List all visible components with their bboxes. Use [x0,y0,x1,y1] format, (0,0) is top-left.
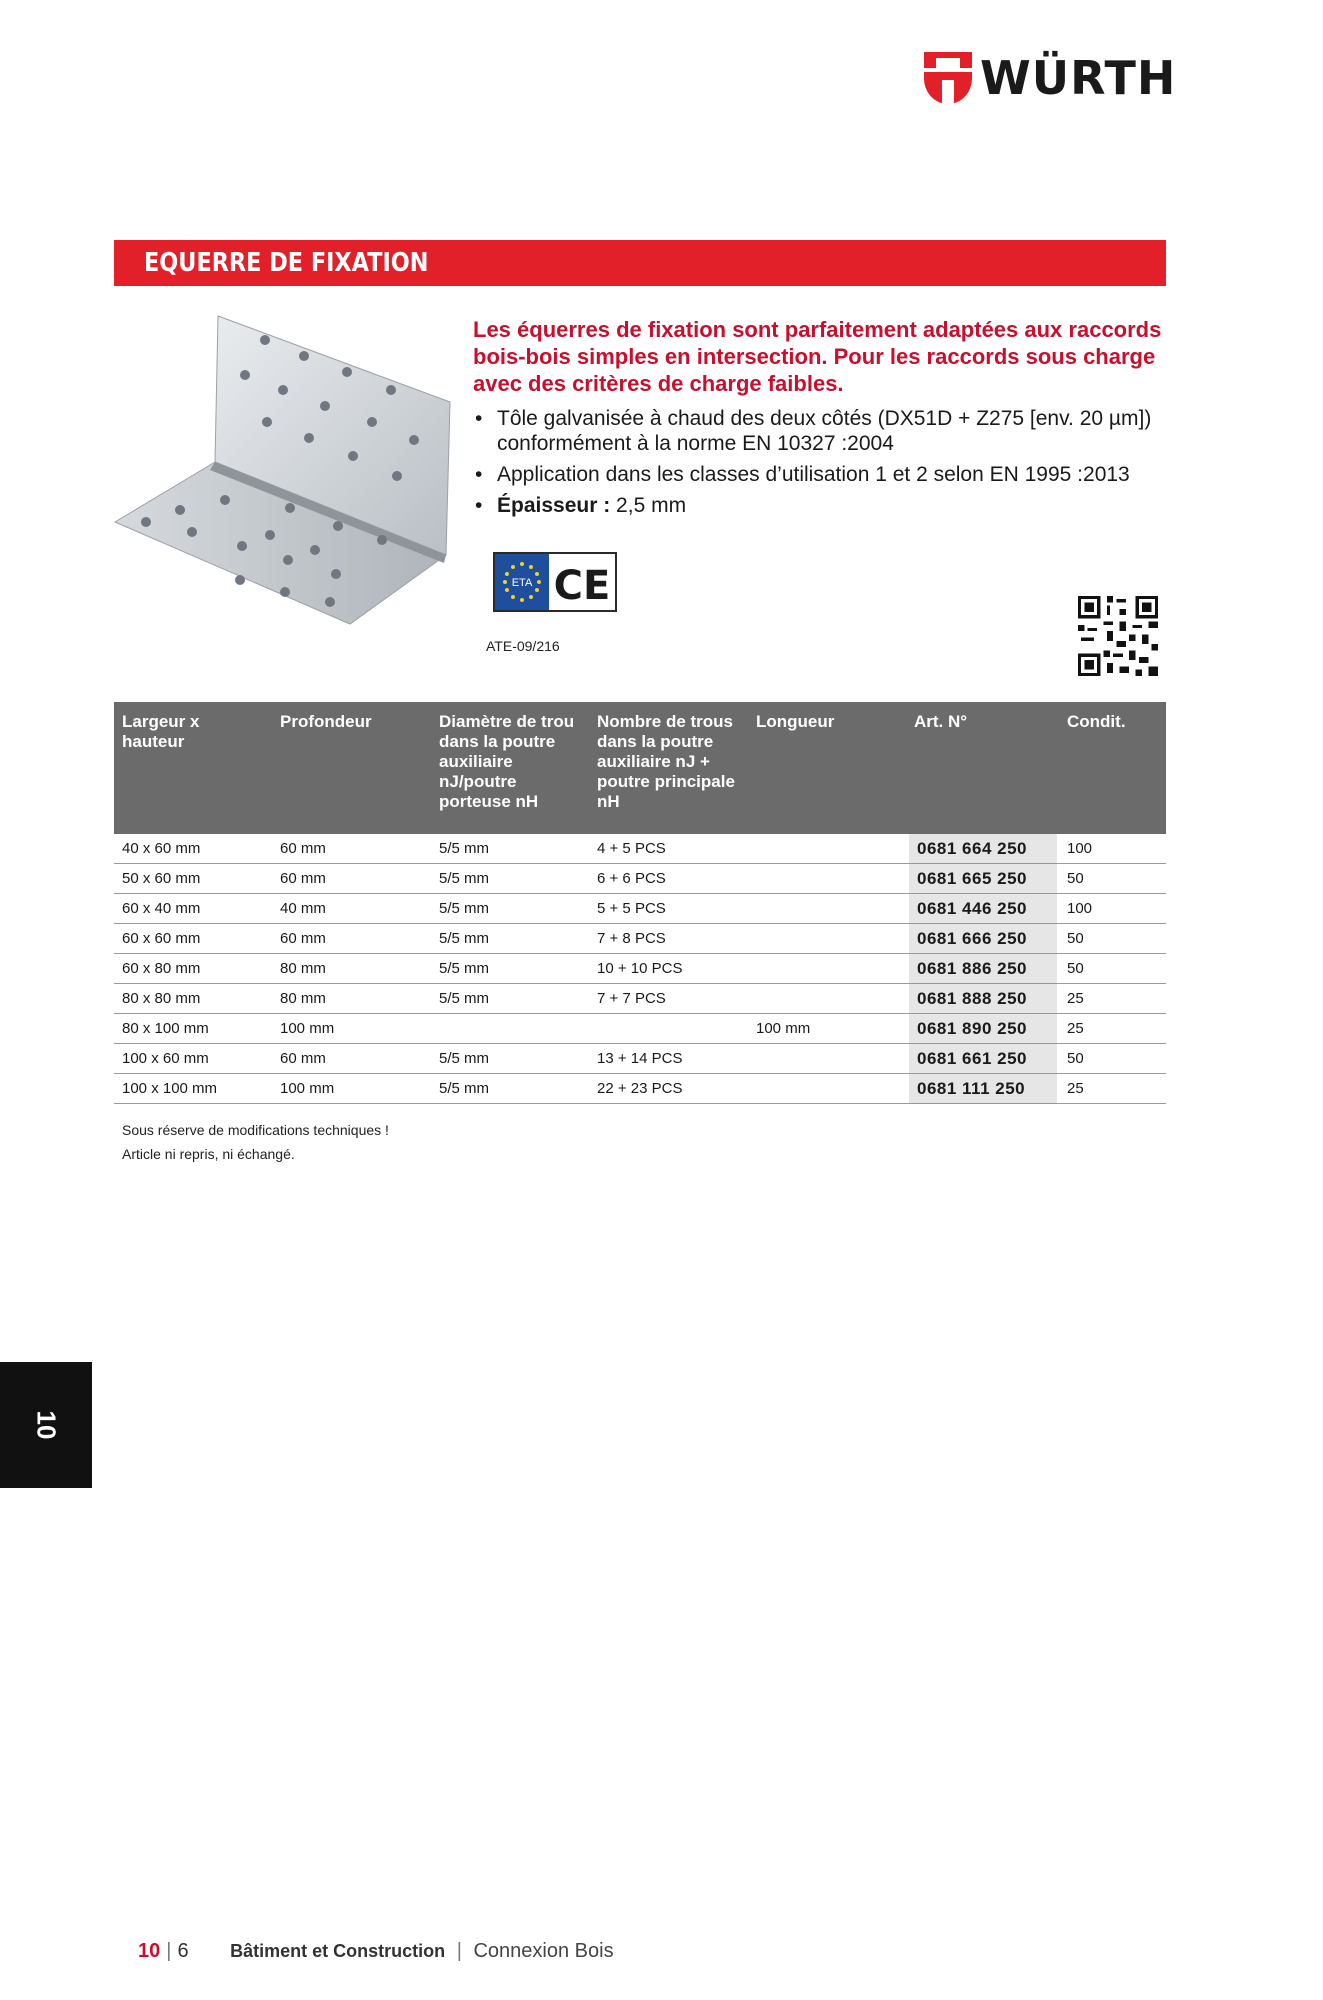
cell-hole-diameter: 5/5 mm [439,870,490,887]
cell-depth: 100 mm [280,1020,335,1037]
cell-depth: 60 mm [280,930,326,947]
qr-code-icon[interactable] [1078,596,1158,676]
col-header-depth: Profondeur [280,712,372,731]
cell-size: 60 x 80 mm [122,960,201,977]
cell-hole-count: 7 + 8 PCS [597,930,666,947]
eta-label: ETA [511,577,533,589]
page-number: 10 [138,1940,161,1962]
col-header-hole-count: Nombre de trous dans la poutre auxiliaire nJ + poutre principale nH [597,712,735,811]
cell-size: 40 x 60 mm [122,840,201,857]
wurth-logo [924,52,1176,104]
cell-art-no: 0681 664 250 [909,834,1057,863]
page-footer [138,1940,614,1963]
col-header-hole-diameter: Diamètre de trou dans la poutre auxiliaire nJ/poutre porteuse nH [439,712,575,811]
cell-size: 80 x 100 mm [122,1020,209,1037]
cell-packaging: 100 [1067,900,1093,917]
cell-packaging: 100 [1067,840,1093,857]
footer-section: Bâtiment et Construction [230,1941,446,1961]
ce-label: CE [553,563,611,609]
chapter-tab [0,1362,92,1488]
cell-hole-count: 10 + 10 PCS [597,960,683,977]
cell-depth: 80 mm [280,960,326,977]
cell-depth: 60 mm [280,840,326,857]
section-title-bar [114,240,1166,286]
cell-packaging: 50 [1067,930,1084,947]
chapter-number: 10 [31,1410,62,1440]
cell-size: 60 x 60 mm [122,930,201,947]
cell-hole-count: 7 + 7 PCS [597,990,666,1007]
table-row [114,1014,1166,1044]
cell-hole-count: 6 + 6 PCS [597,870,666,887]
section-title: EQUERRE DE FIXATION [144,248,429,278]
table-row [114,894,1166,924]
cell-packaging: 25 [1067,990,1084,1007]
footnotes [122,1118,389,1166]
cell-art-no: 0681 888 250 [909,984,1057,1013]
intro-text: Les équerres de fixation sont parfaitement adaptées aux raccords bois-bois simples en intersection. Pour les raccords sous charge avec des critères de charge faibles. [473,317,1162,396]
table-row [114,1074,1166,1104]
cell-packaging: 25 [1067,1020,1084,1037]
col-header-packaging: Condit. [1067,712,1126,731]
table-row [114,924,1166,954]
cell-hole-count: 13 + 14 PCS [597,1050,683,1067]
cell-hole-count: 5 + 5 PCS [597,900,666,917]
cell-hole-diameter: 5/5 mm [439,990,490,1007]
cell-hole-count: 22 + 23 PCS [597,1080,683,1097]
cell-art-no: 0681 890 250 [909,1014,1057,1043]
page-subnumber: 6 [177,1940,189,1962]
cell-hole-diameter: 5/5 mm [439,1050,490,1067]
cell-depth: 80 mm [280,990,326,1007]
cell-art-no: 0681 886 250 [909,954,1057,983]
col-header-art-no: Art. N° [914,712,968,731]
table-row [114,984,1166,1014]
footnote: Article ni repris, ni échangé. [122,1146,295,1162]
cell-depth: 60 mm [280,1050,326,1067]
page-separator: | [166,1940,172,1962]
footer-separator: | [456,1940,462,1962]
col-header-size: Largeur x hauteur [122,712,200,751]
eta-ce-certification-mark [493,552,617,612]
cell-depth: 100 mm [280,1080,335,1097]
cell-depth: 60 mm [280,870,326,887]
col-header-length: Longueur [756,712,835,731]
cell-size: 50 x 60 mm [122,870,201,887]
cell-packaging: 50 [1067,1050,1084,1067]
cell-size: 100 x 100 mm [122,1080,218,1097]
cell-art-no: 0681 111 250 [909,1074,1057,1103]
feature-item [473,493,1173,518]
angle-bracket-image [110,310,455,630]
brand-name: WÜRTH [980,51,1177,105]
cell-depth: 40 mm [280,900,326,917]
cell-art-no: 0681 446 250 [909,894,1057,923]
cell-packaging: 25 [1067,1080,1084,1097]
wurth-logo-mark-icon [924,52,972,104]
table-row [114,954,1166,984]
cell-art-no: 0681 661 250 [909,1044,1057,1073]
cell-art-no: 0681 665 250 [909,864,1057,893]
feature-label: Épaisseur : [497,494,611,517]
cell-art-no: 0681 666 250 [909,924,1057,953]
cell-size: 100 x 60 mm [122,1050,209,1067]
feature-item [473,462,1173,487]
feature-item [473,406,1173,456]
cell-hole-count: 4 + 5 PCS [597,840,666,857]
cell-size: 80 x 80 mm [122,990,201,1007]
feature-text: 2,5 mm [610,494,687,517]
table-row [114,864,1166,894]
cell-hole-diameter: 5/5 mm [439,960,490,977]
cell-packaging: 50 [1067,870,1084,887]
footnote: Sous réserve de modifications techniques ! [122,1122,389,1138]
product-table [114,702,1166,1104]
cell-size: 60 x 40 mm [122,900,201,917]
cell-hole-diameter: 5/5 mm [439,1080,490,1097]
table-header [114,702,1166,834]
cell-hole-diameter: 5/5 mm [439,840,490,857]
cell-packaging: 50 [1067,960,1084,977]
footer-subsection: Connexion Bois [473,1940,614,1962]
feature-text: Tôle galvanisée à chaud des deux côtés (DX51D + Z275 [env. 20 µm]) conformément à la norme EN 10327 :2004 [497,407,1152,455]
table-row [114,1044,1166,1074]
feature-text: Application dans les classes d’utilisation 1 et 2 selon EN 1995 :2013 [497,463,1130,486]
cell-length: 100 mm [756,1020,811,1037]
cell-hole-diameter: 5/5 mm [439,930,490,947]
approval-code: ATE-09/216 [486,638,560,654]
feature-list [473,406,1173,524]
table-row [114,834,1166,864]
cell-hole-diameter: 5/5 mm [439,900,490,917]
